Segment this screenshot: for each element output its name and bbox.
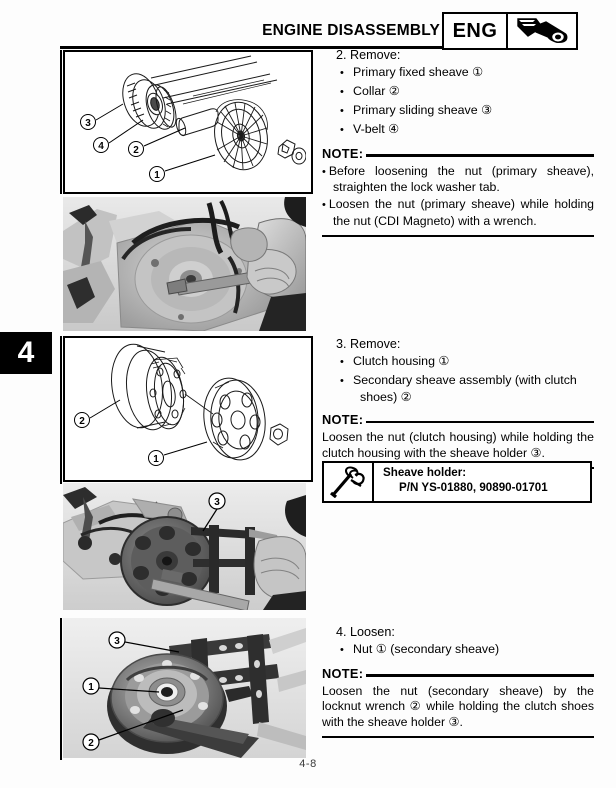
- list-item: • Before loosening the nut (primary sheave), straighten the lock washer tab.: [322, 164, 594, 197]
- locknut-wrench-in-use-photo: [63, 618, 306, 758]
- section-2-text: [322, 48, 594, 237]
- list-item: • Clutch housing ①: [350, 354, 594, 371]
- column-rule-mid: [60, 336, 62, 484]
- note-rule-top: [366, 674, 594, 676]
- svg-text:2: 2: [133, 145, 139, 156]
- sheave-holder-tool-icon: [324, 463, 374, 501]
- step-2-heading: 2. Remove:: [336, 48, 401, 62]
- step-2-bullets: [322, 65, 594, 139]
- step-3-bullets: [322, 354, 594, 405]
- page-title: ENGINE DISASSEMBLY: [262, 22, 440, 39]
- column-rule-bottom: [60, 618, 62, 760]
- note-label-2: NOTE:: [322, 146, 594, 161]
- list-item: • V-belt ④: [350, 122, 594, 139]
- svg-text:3: 3: [85, 118, 91, 129]
- list-item: • Secondary sheave assembly (with clutch shoes) ②: [350, 373, 594, 405]
- svg-text:1: 1: [153, 454, 159, 465]
- svg-text:3: 3: [114, 636, 120, 647]
- step-3-heading: 3. Remove:: [336, 337, 401, 351]
- primary-sheave-exploded-diagram: [63, 50, 313, 194]
- svg-text:1: 1: [88, 682, 94, 693]
- note-rule-top: [366, 154, 594, 156]
- svg-text:3: 3: [214, 497, 220, 508]
- column-rule-top: [60, 50, 62, 194]
- note-rule-bottom: [322, 736, 594, 738]
- chapter-tab-number: 4: [17, 336, 35, 369]
- tool-name: Sheave holder:: [383, 466, 467, 479]
- svg-text:2: 2: [88, 738, 94, 749]
- step-4-heading: 4. Loosen:: [336, 625, 395, 639]
- note-paragraph: Loosen the nut (secondary sheave) by the locknut wrench ② while holding the clutch shoes with the sheave holder ③.: [322, 683, 594, 730]
- note-paragraph: Loosen the nut (clutch housing) while holding the clutch housing with the sheave holder ③.: [322, 430, 594, 460]
- list-item: • Primary sliding sheave ③: [350, 103, 594, 120]
- note-rule-top: [366, 421, 594, 423]
- svg-text:2: 2: [79, 416, 85, 427]
- note-label-4: NOTE:: [322, 666, 594, 681]
- list-item: • Loosen the nut (primary sheave) while holding the nut (CDI Magneto) with a wrench.: [322, 197, 594, 230]
- list-item: • Primary fixed sheave ①: [350, 65, 594, 82]
- special-tool-box: [322, 461, 592, 503]
- step-4-bullets: [322, 642, 594, 659]
- note-label-3: NOTE:: [322, 412, 594, 427]
- list-item: • Collar ②: [350, 84, 594, 101]
- piston-icon: [506, 14, 576, 48]
- note-body-4: [322, 684, 594, 739]
- sheave-holder-in-use-photo: [63, 483, 306, 610]
- list-item: • Nut ① (secondary sheave): [350, 642, 594, 659]
- clutch-housing-exploded-diagram: [63, 336, 313, 482]
- chapter-tab: [0, 332, 52, 374]
- loosening-primary-sheave-nut-photo: [63, 197, 306, 331]
- page-header: [60, 8, 596, 50]
- page-number: 4-8: [299, 758, 317, 770]
- svg-text:4: 4: [98, 141, 104, 152]
- note-rule-bottom: [322, 235, 594, 237]
- svg-text:1: 1: [154, 170, 160, 181]
- note-body-2: [322, 164, 594, 238]
- tool-part-number: P/N YS-01880, 90890-01701: [399, 480, 548, 494]
- section-4-text: [322, 625, 594, 738]
- section-badge-label: ENG: [452, 20, 498, 42]
- section-badge: [442, 12, 578, 50]
- section-3-text: [322, 337, 594, 469]
- special-tool-info: [374, 463, 590, 501]
